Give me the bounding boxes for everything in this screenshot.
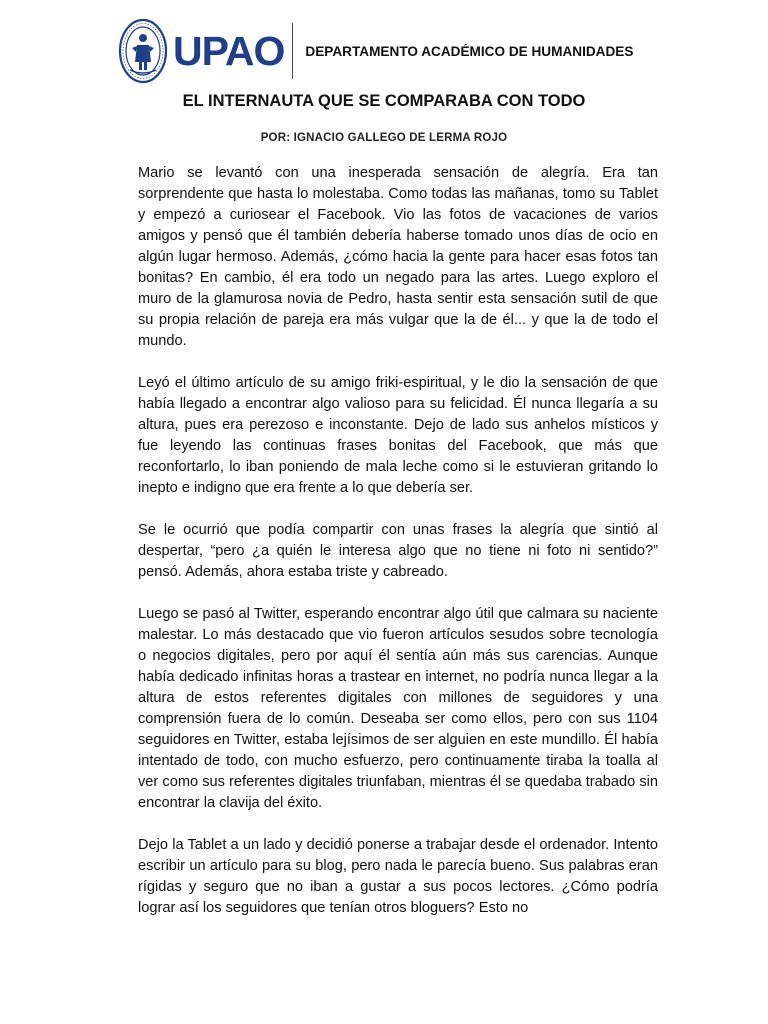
author-line: POR: IGNACIO GALLEGO DE LERMA ROJO	[260, 132, 508, 144]
paragraph: Se le ocurrió que podía compartir con unas frases la alegría que sintió al despertar, “pero ¿a quién le interesa algo que no tiene ni foto ni sentido?” pensó. Además, ahora estaba triste y cabreado.	[138, 522, 658, 580]
paragraph: Mario se levantó con una inesperada sensación de alegría. Era tan sorprendente que hasta lo molestaba. Como todas las mañanas, tomo su Tablet y empezó a curiosear el Facebook. Vio las fotos de vacaciones de varios amigos y pensó que él también debería haberse tomado unos días de ocio en algún lugar hermoso. Además, ¿cómo hacia la gente para hacer esas fotos tan bonitas? En cambio, él era todo un negado para las artes. Luego exploro el muro de la glamurosa novia de Pedro, hasta sentir esta sensación sutil de que su propia relación de pareja era más vulgar que la de él... y que la de todo el mundo.	[138, 165, 658, 349]
page-header	[118, 16, 633, 86]
paragraph: Leyó el último artículo de su amigo friki-espiritual, y le dio la sensación de que había llegado a encontrar algo valioso para su felicidad. Él nunca llegaría a su altura, pues era perezoso e inconstante. Dejo de lado sus anhelos místicos y fue leyendo las continuas frases bonitas del Facebook, que más que reconfortarlo, lo iban poniendo de mala leche como si le estuvieran gritando lo inepto e indigno que era frente a lo que debería ser.	[138, 375, 658, 496]
university-seal-icon	[118, 18, 168, 84]
paragraph: Luego se pasó al Twitter, esperando encontrar algo útil que calmara su naciente malestar. Lo más destacado que vio fueron artículos sesudos sobre tecnología o negocios digitales, pero por aquí él sentía aún más sus carencias. Aunque había dedicado infinitas horas a trastear en internet, no podría nunca llegar a la altura de estos referentes digitales con millones de seguidores y una comprensión fuera de lo común. Deseaba ser como ellos, pero con sus 1104 seguidores en Twitter, estaba lejísimos de ser alguien en este mundillo. Él había intentado de todo, con mucho esfuerzo, pero continuamente tiraba la toalla al ver como sus referentes digitales triunfaban, mientras él se quedaba trabado sin encontrar la clavija del éxito.	[138, 606, 658, 811]
department-name: DEPARTAMENTO ACADÉMICO DE HUMANIDADES	[305, 43, 634, 59]
document-body	[138, 163, 658, 919]
university-logo-text: UPAO	[173, 27, 285, 74]
header-divider	[292, 23, 293, 79]
document-title: EL INTERNAUTA QUE SE COMPARABA CON TODO	[182, 92, 586, 110]
paragraph: Dejo la Tablet a un lado y decidió ponerse a trabajar desde el ordenador. Intento escribir un artículo para su blog, pero nada le parecía bueno. Sus palabras eran rígidas y seguro que no iban a gustar a sus pocos lectores. ¿Cómo podría lograr así los seguidores que tenían otros bloguers? Esto no	[138, 837, 658, 916]
